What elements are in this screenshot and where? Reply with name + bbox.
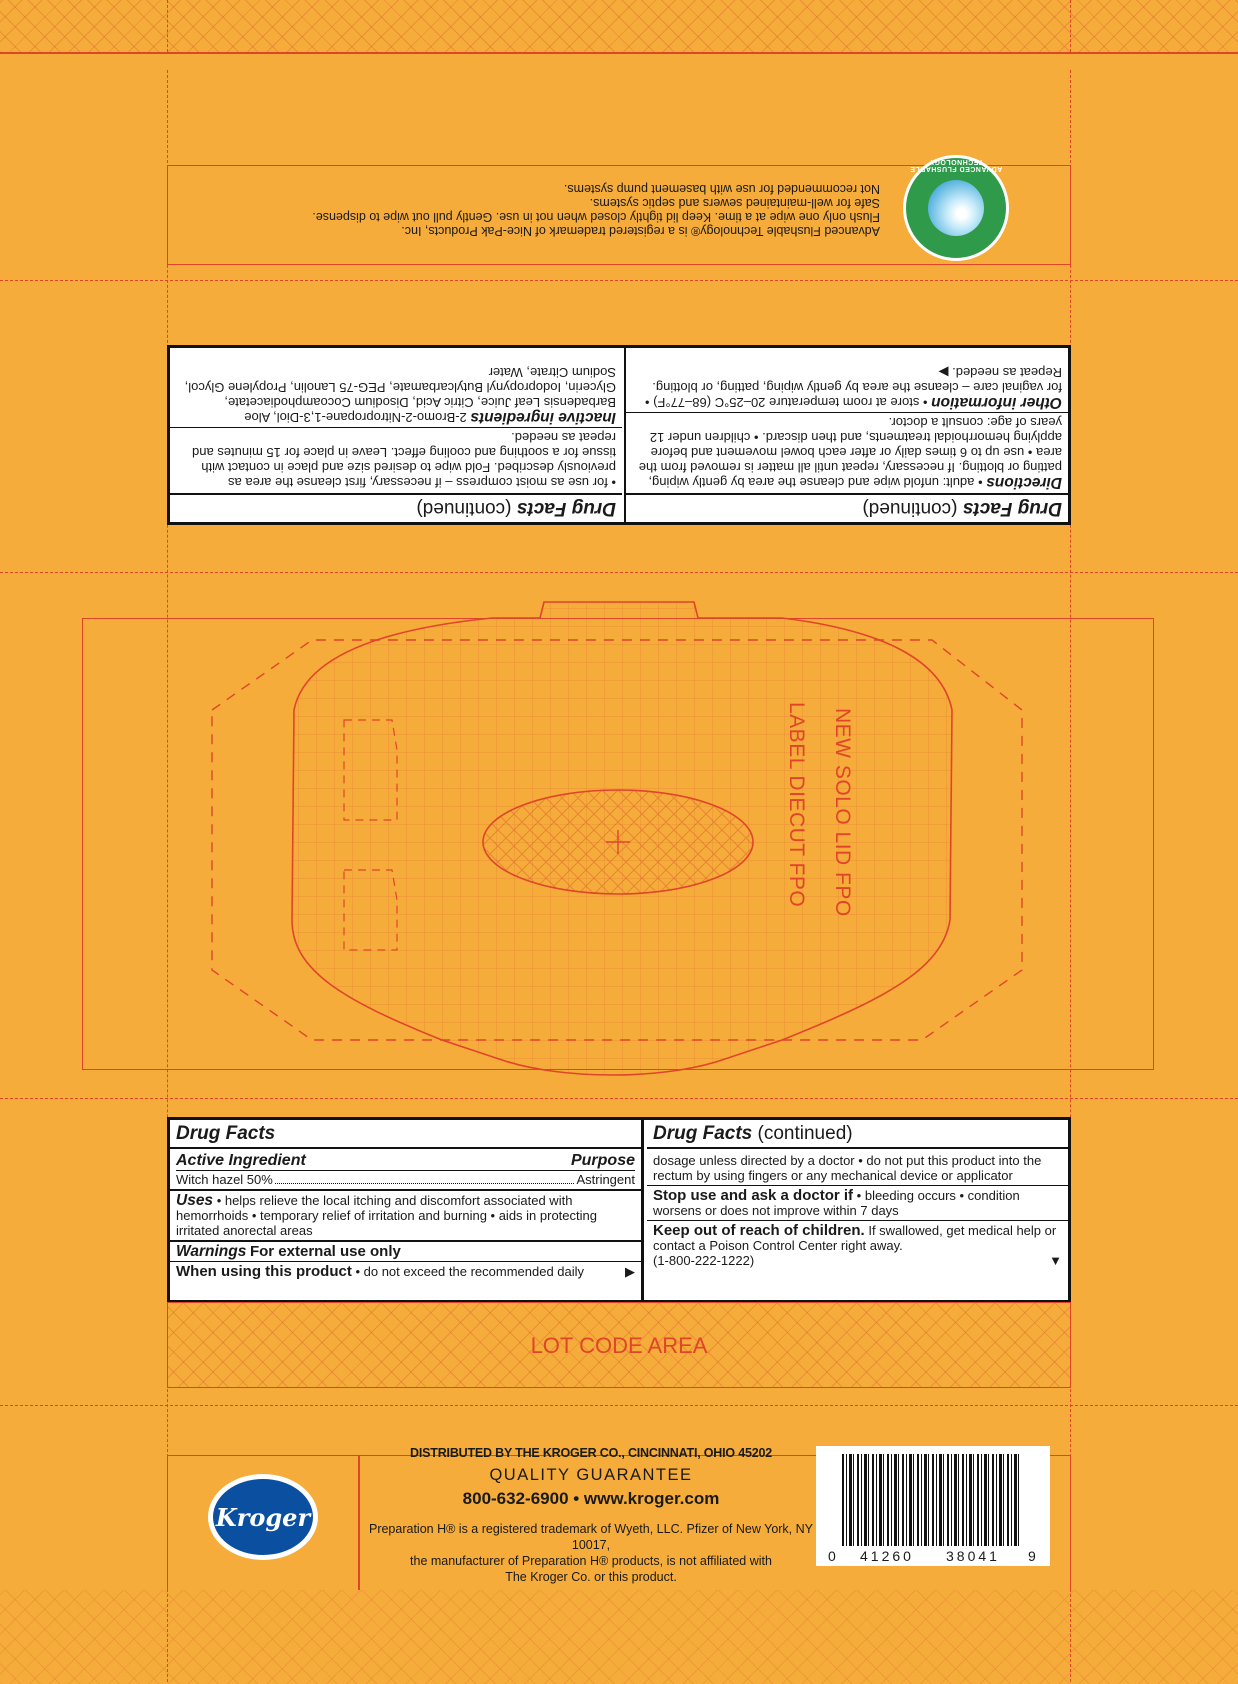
dieline — [0, 52, 1238, 54]
warnings-text: For external use only — [249, 1243, 401, 1260]
drug-facts-col-right — [647, 1120, 1068, 1300]
dieline-v3 — [167, 0, 168, 52]
legal-line-1: Preparation H® is a registered trademark of Wyeth, LLC. Pfizer of New York, NY 10017, — [368, 1522, 813, 1552]
upper-df-title-suffix-1: (continued) — [862, 498, 958, 519]
when-using-text: • do not exceed the recommended daily — [355, 1264, 585, 1279]
dieline-h4 — [0, 1405, 1238, 1406]
distributor-info — [354, 1446, 828, 1585]
kroger-logo — [208, 1474, 318, 1560]
drug-facts-panel — [167, 1117, 1071, 1303]
upc-digit-4: 9 — [1028, 1548, 1036, 1564]
upc-digits-3: 38041 — [946, 1548, 1000, 1564]
active-ingredient-purpose: Astringent — [576, 1172, 635, 1187]
dieline-h2 — [0, 572, 1238, 573]
uses-text: • helps relieve the local itching and discomfort associated with hemorrhoids • temporary relief of irritation and burning • aids in protecting irritated anorectal areas — [176, 1193, 597, 1238]
continue-arrow-icon: ▶ — [938, 365, 949, 380]
barcode-bars — [842, 1454, 1020, 1546]
flush-line-1: Advanced Flushable Technology® is a registered trademark of Nice-Pak Products, Inc. — [401, 224, 880, 238]
drug-facts-title-suffix: (continued) — [757, 1123, 853, 1144]
upper-df-col-directions — [624, 348, 1068, 522]
badge-label: ADVANCED FLUSHABLE TECHNOLOGY — [909, 158, 1003, 172]
inactive-label: Inactive ingredients — [470, 409, 616, 426]
upc-digits-2: 41260 — [860, 1548, 914, 1564]
active-ingredient-name: Witch hazel 50% — [176, 1172, 273, 1187]
legal-line-3: The Kroger Co. or this product. — [505, 1570, 677, 1584]
flushable-badge — [903, 155, 1009, 261]
contact-line: 800-632-6900 • www.kroger.com — [462, 1489, 720, 1508]
flush-line-4: Not recommended for use with basement pump systems. — [563, 182, 880, 196]
legal-line-2: the manufacturer of Preparation H® products, is not affiliated with — [410, 1554, 772, 1568]
flush-panel — [220, 168, 880, 238]
lot-code-label: LOT CODE AREA — [530, 1333, 708, 1358]
continue-down-icon: ▼ — [1049, 1253, 1062, 1268]
directions-text: • adult: unfold wipe and cleanse the area by gently wiping, patting or blotting. If necessary, repeat until all matter is removed from the area • use up to 6 times daily or after each bowel movement and before applying hemorrhoidal treatments, and then discard. • children under 12 years of age: consult a doctor. — [638, 415, 1062, 490]
lid-label-1: NEW SOLO LID FPO — [831, 708, 854, 917]
drug-facts-title-2: Drug Facts — [653, 1123, 753, 1144]
upper-drug-facts — [167, 345, 1071, 525]
directions-label: Directions — [986, 474, 1062, 491]
lid-label-2: LABEL DIECUT FPO — [785, 702, 808, 908]
leader-dots — [275, 1183, 575, 1184]
inactive-text: 2-Bromo-2-Nitropropane-1,3-Diol, Aloe Barbadensis Leaf Juice, Citric Acid, Disodium Cocoamphodiacetate, Glycerin, Iodopropynyl Butylcarbamate, PEG-75 Lanolin, Propylene Glycol, Sodium Citrate, Water — [184, 365, 616, 425]
warnings-label: Warnings — [176, 1243, 247, 1260]
purpose-label: Purpose — [570, 1152, 635, 1169]
keep-out-label: Keep out of reach of children. — [653, 1222, 865, 1239]
uses-label: Uses — [176, 1192, 214, 1209]
other-info-label: Other information — [931, 394, 1062, 411]
upper-df-title-2: Drug Facts — [516, 498, 616, 519]
quality-guarantee: QUALITY GUARANTEE — [489, 1466, 693, 1484]
bottom-hatch-strip — [0, 1590, 1238, 1684]
active-ingredient-label: Active Ingredient — [176, 1152, 306, 1169]
golf-ball-icon — [928, 180, 984, 236]
continue-arrow-icon: ▶ — [625, 1264, 635, 1279]
upc-digit-1: 0 — [828, 1548, 836, 1564]
distributed-by: DISTRIBUTED BY THE KROGER CO., CINCINNATI, OHIO 45202 — [410, 1446, 772, 1460]
drug-facts-col-left — [170, 1120, 644, 1300]
flush-line-2: Flush only one wipe at a time. Keep lid tightly closed when not in use. Gently pull out wipe to dispense. — [312, 210, 880, 224]
lid-diecut-drawing — [82, 590, 1154, 1100]
top-hatch-strip — [0, 0, 1238, 52]
drug-facts-title: Drug Facts — [170, 1120, 641, 1149]
other-info-text: • store at room temperature 20–25°C (68–77°F) • for vaginal care – cleanse the area by gently wiping, patting, or blotting. Repeat as needed. — [644, 365, 1062, 410]
upper-df-title-1: Drug Facts — [962, 498, 1062, 519]
dieline-v4 — [1070, 0, 1071, 52]
keep-out-text: If swallowed, get medical help or contact a Poison Control Center right away. — [653, 1223, 1057, 1253]
moist-compress-text: • for use as moist compress – if necessary, first cleanse the area as previously described. Fold wipe to desired size and place in contact with tissue for a soothing and cooling effect. Leave in place for 15 minutes and repeat as needed. — [170, 427, 622, 493]
dosage-continued-text: dosage unless directed by a doctor • do not put this product into the rectum by using fingers or any mechanical device or applicator — [647, 1149, 1068, 1186]
dieline-h1 — [0, 280, 1238, 281]
stop-use-text: • bleeding occurs • condition worsens or does not improve within 7 days — [653, 1188, 1020, 1218]
upper-df-title-suffix-2: (continued) — [416, 498, 512, 519]
stop-use-label: Stop use and ask a doctor if — [653, 1187, 854, 1204]
lot-code-area — [167, 1302, 1071, 1388]
flush-line-3: Safe for well-maintained sewers and septic systems. — [589, 196, 880, 210]
poison-control-phone: (1-800-222-1222) — [653, 1253, 755, 1268]
kroger-logo-text: Kroger — [215, 1502, 311, 1532]
upper-df-col-inactive — [170, 348, 622, 522]
when-using-label: When using this product — [176, 1263, 352, 1280]
upc-barcode — [816, 1446, 1050, 1566]
